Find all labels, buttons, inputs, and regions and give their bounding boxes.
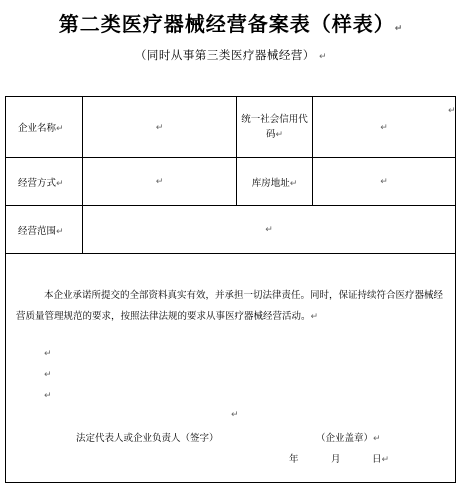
company-seal-label: （企业盖章）↵ bbox=[316, 433, 381, 444]
empty-line-mark: ↵ bbox=[44, 370, 52, 380]
business-scope-label: 经营范围↵ bbox=[6, 206, 83, 254]
filing-form-table bbox=[5, 96, 456, 483]
row-company-name bbox=[6, 97, 456, 158]
date-month-label: 月 bbox=[331, 454, 341, 465]
row-business-scope bbox=[6, 206, 456, 254]
date-year-label: 年 bbox=[289, 454, 299, 465]
warehouse-address-field[interactable]: ↵ bbox=[313, 158, 456, 206]
row-end-mark: ↵ bbox=[448, 106, 456, 116]
page-title: 第二类医疗器械经营备案表（样表）↵ bbox=[58, 12, 404, 36]
company-name-field[interactable]: ↵ bbox=[83, 97, 237, 158]
business-mode-label: 经营方式↵ bbox=[6, 158, 83, 206]
empty-line-mark: ↵ bbox=[44, 391, 52, 401]
commitment-statement: 本企业承诺所提交的全部资料真实有效，并承担一切法律责任。同时，保证持续符合医疗器械经营质量管理规范的要求，按照法律法规的要求从事医疗器械经营活动。↵ bbox=[16, 290, 444, 322]
row-business-mode bbox=[6, 158, 456, 206]
credit-code-field[interactable]: ↵ bbox=[313, 97, 456, 158]
business-mode-field[interactable]: ↵ bbox=[83, 158, 237, 206]
empty-line-mark: ↵ bbox=[231, 410, 239, 420]
empty-line-mark: ↵ bbox=[44, 349, 52, 359]
company-name-label: 企业名称↵ bbox=[6, 97, 83, 158]
row-statement bbox=[6, 254, 456, 483]
credit-code-label: 统一社会信用代码↵ bbox=[237, 97, 313, 158]
warehouse-address-label: 库房地址↵ bbox=[237, 158, 313, 206]
date-day-label: 日↵ bbox=[372, 454, 390, 465]
page-subtitle: （同时从事第三类医疗器械经营） ↵ bbox=[134, 48, 328, 62]
statement-cell bbox=[6, 254, 456, 483]
business-scope-field[interactable]: ↵ bbox=[83, 206, 456, 254]
representative-signature-label: 法定代表人或企业负责人（签字） bbox=[76, 433, 219, 444]
